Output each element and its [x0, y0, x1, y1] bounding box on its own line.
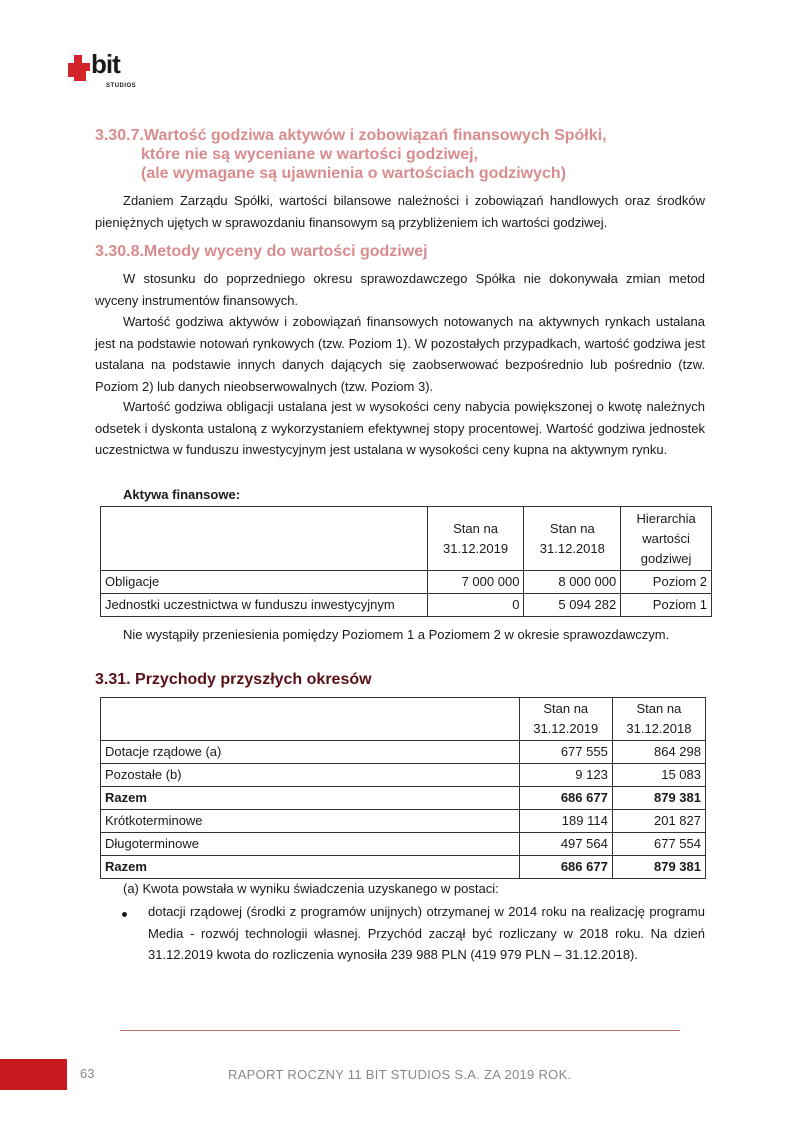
table-cell: Pozostałe (b)	[101, 764, 520, 787]
section-331-heading: 3.31. Przychody przyszłych okresów	[95, 671, 372, 688]
table-cell: 497 564	[519, 833, 612, 856]
deferred-income-table	[100, 697, 706, 879]
table-cell: Długoterminowe	[101, 833, 520, 856]
logo-subtext: STUDIOS	[106, 83, 137, 89]
table-cell: 5 094 282	[524, 594, 621, 617]
footer-title: RAPORT ROCZNY 11 BIT STUDIOS S.A. ZA 2019 ROK.	[228, 1067, 572, 1082]
note-a: (a) Kwota powstała w wyniku świadczenia uzyskanego w postaci:	[123, 881, 499, 896]
table-cell: 677 555	[519, 741, 612, 764]
footer-brand-block	[0, 1059, 67, 1090]
table-cell: 8 000 000	[524, 571, 621, 594]
section-3307-body: Zdaniem Zarządu Spółki, wartości bilansowe należności i zobowiązań handlowych oraz środków pieniężnych ujętych w sprawozdaniu finansowym są przybliżeniem ich wartości godziwej.	[95, 193, 705, 230]
table-cell: 0	[427, 594, 524, 617]
table-header-cell	[101, 507, 428, 571]
table-row	[101, 810, 706, 833]
table-header-cell: Stan na 31.12.2018	[612, 698, 705, 741]
page-number: 63	[80, 1066, 95, 1081]
table-header-cell	[101, 698, 520, 741]
table-header-cell: Stan na 31.12.2018	[524, 507, 621, 571]
table-row	[101, 571, 712, 594]
table-cell: 879 381	[612, 856, 705, 879]
table-header-cell: Stan na 31.12.2019	[519, 698, 612, 741]
table-cell: 189 114	[519, 810, 612, 833]
table-cell: Razem	[101, 856, 520, 879]
section-3308-heading: 3.30.8.Metody wyceny do wartości godziwej	[95, 243, 428, 260]
table-cell: Poziom 2	[621, 571, 712, 594]
table-cell: 15 083	[612, 764, 705, 787]
financial-assets-table	[100, 506, 712, 617]
company-logo	[68, 49, 148, 93]
table-cell: 864 298	[612, 741, 705, 764]
section-3308-para1: W stosunku do poprzedniego okresu sprawozdawczego Spółka nie dokonywała zmian metod wyceny instrumentów finansowych.	[95, 271, 705, 308]
table-cell: Obligacje	[101, 571, 428, 594]
table-row-total	[101, 787, 706, 810]
section-3307-heading-line1: 3.30.7.Wartość godziwa aktywów i zobowiązań finansowych Spółki,	[95, 127, 607, 144]
table-cell: 677 554	[612, 833, 705, 856]
table-row	[101, 833, 706, 856]
table-cell: 201 827	[612, 810, 705, 833]
note-a-bullet1: dotacji rządowej (środki z programów unijnych) otrzymanej w 2014 roku na realizację programu Media - rozwój technologii własnej. Przychód zaczął być rozliczany w 2018 roku. Na dzień 31.12.2019 kwota do rozliczenia wynosiła 239 988 PLN (419 979 PLN – 31.12.2018).	[148, 904, 705, 962]
section-3307-heading-line2: które nie są wyceniane w wartości godziwej,	[141, 146, 478, 163]
table-row-total	[101, 856, 706, 879]
table-cell: Poziom 1	[621, 594, 712, 617]
table-cell: 7 000 000	[427, 571, 524, 594]
section-3308-para2: Wartość godziwa aktywów i zobowiązań finansowych notowanych na aktywnych rynkach ustalana jest na podstawie notowań rynkowych (tzw. Poziom 1). W pozostałych przypadkach, wartość godziwa jest ustalana na podstawie innych danych dających się zaobserwować bezpośrednio lub pośrednio (tzw. Poziom 2) lub danych nieobserwowalnych (tzw. Poziom 3).	[95, 314, 705, 394]
table-cell: Krótkoterminowe	[101, 810, 520, 833]
table-cell: Razem	[101, 787, 520, 810]
section-3308-para3: Wartość godziwa obligacji ustalana jest w wysokości ceny nabycia powiększonej o kwotę należnych odsetek i dyskonta ustaloną z wykorzystaniem efektywnej stopy procentowej. Wartość godziwa jednostek uczestnictwa w funduszu inwestycyjnym jest ustalana w wysokości ceny kupna na aktywnym rynku.	[95, 399, 705, 457]
table-cell: Dotacje rządowe (a)	[101, 741, 520, 764]
table-header-cell: Stan na 31.12.2019	[427, 507, 524, 571]
table-cell: 686 677	[519, 856, 612, 879]
section-3307-heading-line3: (ale wymagane są ujawnienia o wartościach godziwych)	[141, 165, 567, 182]
table-cell: Jednostki uczestnictwa w funduszu inwestycyjnym	[101, 594, 428, 617]
footer-divider	[120, 1030, 680, 1031]
bullet-dot-icon	[122, 912, 127, 917]
table-row	[101, 764, 706, 787]
financial-assets-caption: Aktywa finansowe:	[123, 487, 241, 502]
table-header-row	[101, 698, 706, 741]
table-cell: 686 677	[519, 787, 612, 810]
logo-wordmark: bit	[91, 49, 120, 79]
table-header-cell: Hierarchia wartości godziwej	[621, 507, 712, 571]
table-row	[101, 741, 706, 764]
table-row	[101, 594, 712, 617]
table-cell: 879 381	[612, 787, 705, 810]
table-header-row	[101, 507, 712, 571]
transfer-note: Nie wystąpiły przeniesienia pomiędzy Poziomem 1 a Poziomem 2 w okresie sprawozdawczym.	[123, 627, 670, 642]
table-cell: 9 123	[519, 764, 612, 787]
